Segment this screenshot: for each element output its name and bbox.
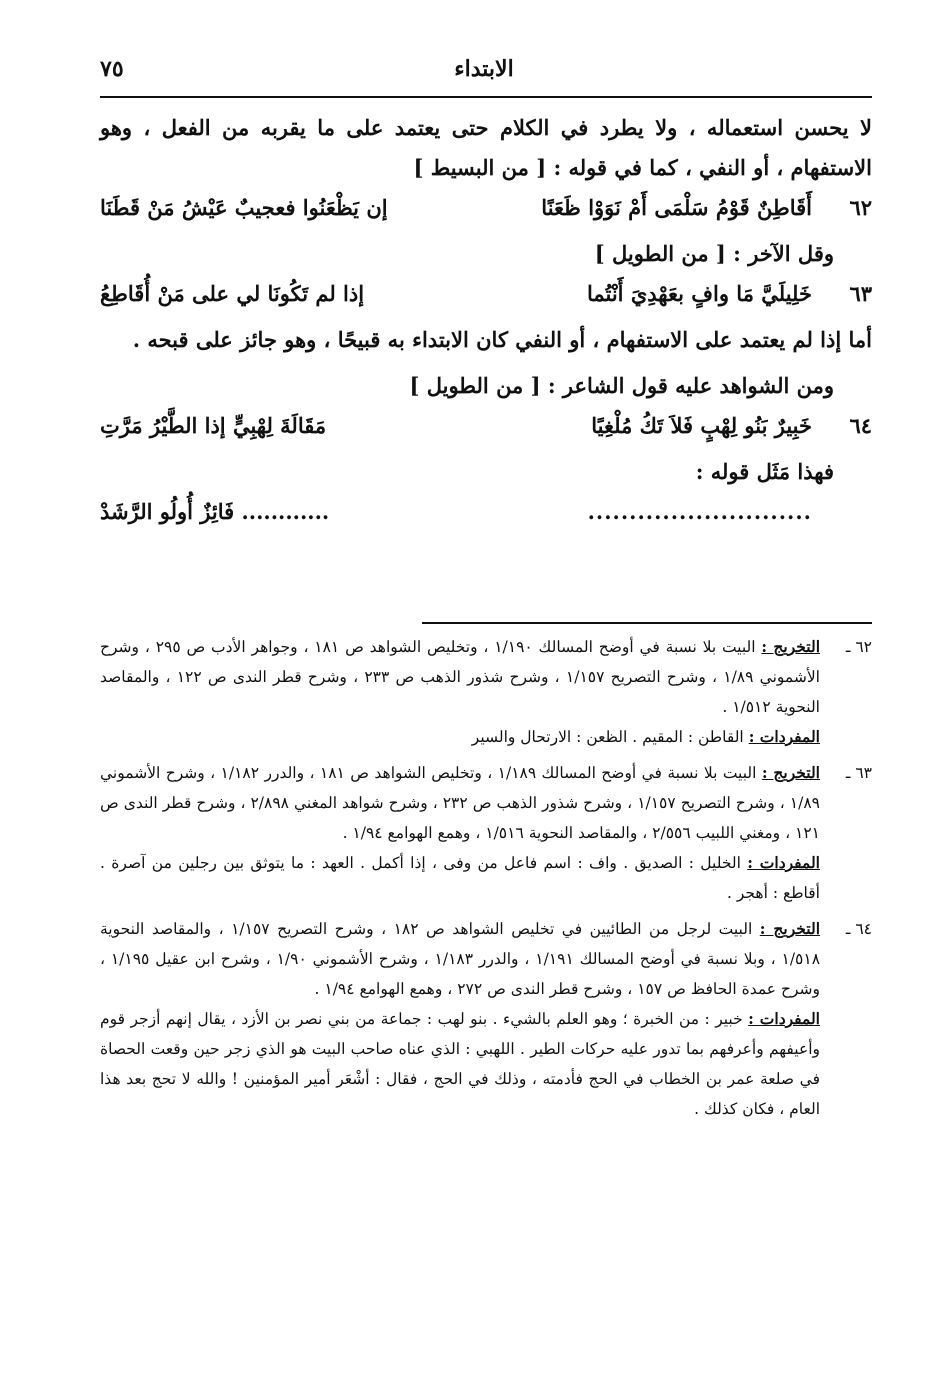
fragment-intro: فهذا مَثَل قوله : xyxy=(695,459,834,484)
chapter-title: الابتداء xyxy=(454,56,514,82)
verse-intro-64: ومن الشواهد عليه قول الشاعر : [ من الطويل ] xyxy=(409,373,834,398)
takhrij-text: البيت لرجل من الطائيين في تخليص الشواهد ص ١٨٢ ، وشرح التصريح ١/١٥٧ ، والمقاصد النحوية ١/٥١٨ ، وبلا نسبة في أوضح المسالك ١/١٩١ ، والدرر ١/١٨٣ ، وشرح الأشموني ١/٩٠ ، وشرح ابن عقيل ١/١٩٥ ، وشرح عمدة الحافظ ص ١٥٧ ، وشرح قطر الندى ص ٢٧٢ ، وهمع الهوامع ١/٩٤ . xyxy=(100,920,821,998)
footnote-64 xyxy=(100,914,872,1124)
footnote-63 xyxy=(100,758,872,908)
footnote-number: ٦٣ ـ xyxy=(845,764,872,782)
verse-number: ٦٣ xyxy=(849,281,872,306)
mufradat-text: القاطن : المقيم . الظعن : الارتحال والسير xyxy=(471,728,744,746)
verse-first-hemistich: خَلِيلَيَّ مَا وافٍ بعَهْدِيَ أَنْتُما xyxy=(586,281,812,306)
verse-64 xyxy=(100,406,872,452)
takhrij-label: التخريج : xyxy=(761,637,821,656)
footnote-takhrij xyxy=(100,632,820,722)
verse-second-hemistich: إن يَظْعَنُوا فعجيبٌ عَيْشُ مَنْ قَطَنَا xyxy=(100,195,388,220)
verse-second-hemistich: إذا لم تَكُونَا لي على مَنْ أُقَاطِعُ xyxy=(100,281,365,306)
mufradat-label: المفردات : xyxy=(747,853,820,872)
verse-62 xyxy=(100,188,872,234)
footnote-mufradat xyxy=(100,722,820,752)
verse-number: ٦٤ xyxy=(849,413,872,438)
takhrij-text: البيت بلا نسبة في أوضح المسالك ١/١٨٩ ، وتخليص الشواهد ص ١٨١ ، والدرر ١/١٨٢ ، وشرح الأشموني ١/٨٩ ، وشرح التصريح ١/١٥٧ ، وشرح شذور الذهب ص ٢٣٢ ، وشرح شواهد المغني ٢/٨٩٨ ، وشرح قطر الندى ص ١٢١ ، ومغني اللبيب ٢/٥٥٦ ، والمقاصد النحوية ١/٥١٦ ، وهمع الهوامع ١/٩٤ . xyxy=(100,764,820,842)
verse-fragment xyxy=(100,492,872,538)
verse-intro-63: وقل الآخر : [ من الطويل ] xyxy=(594,241,834,266)
mufradat-text: خبير : من الخبرة ؛ وهو العلم بالشيء . بنو لهب : جماعة من بني نصر بن الأزد ، يقال إنهم أزجر قوم وأعيفهم وأعرفهم بما تدور عليه حركات الطير . اللهبي : الذي عناه صاحب البيت هو الذي زجر حين وقعت الحصاة في صلعة عمر بن الخطاب في الحج فأدمته ، وذلك في الحج ، فقال : أشْعَر أمير المؤمنين ! والله لا تحج بعد هذا العام ، فكان كذلك . xyxy=(100,1010,820,1118)
takhrij-label: التخريج : xyxy=(761,763,820,782)
footnote-takhrij xyxy=(100,914,820,1004)
page-header xyxy=(100,56,868,96)
mufradat-label: المفردات : xyxy=(748,1009,820,1028)
footnote-62 xyxy=(100,632,872,752)
footnotes xyxy=(100,632,872,1130)
takhrij-label: التخريج : xyxy=(759,919,820,938)
footnote-separator xyxy=(422,622,872,624)
verse-first-hemistich: أَقَاطِنٌ قَوْمُ سَلْمَى أَمْ نَوَوْا ظَعَنًا xyxy=(541,195,812,220)
page-number: ٧٥ xyxy=(100,56,124,82)
main-text xyxy=(100,108,872,538)
footnote-number: ٦٤ ـ xyxy=(845,920,872,938)
header-rule xyxy=(100,96,872,98)
mufradat-label: المفردات : xyxy=(748,727,820,746)
footnote-number: ٦٢ ـ xyxy=(845,638,872,656)
paragraph-2: أما إذا لم يعتمد على الاستفهام ، أو النفي كان الابتداء به قبيحًا ، وهو جائز على قبحه . xyxy=(132,327,872,352)
verse-63 xyxy=(100,274,872,320)
verse-second-hemistich: مَقَالَةَ لِهْبِيٍّ إذا الطَّيْرُ مَرَّتِ xyxy=(100,413,327,438)
takhrij-text: البيت بلا نسبة في أوضح المسالك ١/١٩٠ ، وتخليص الشواهد ص ١٨١ ، وجواهر الأدب ص ٢٩٥ ، وشرح الأشموني ١/٨٩ ، وشرح التصريح ١/١٥٧ ، وشرح شذور الذهب ص ٢٣٣ ، وشرح قطر الندى ص ١٢٢ ، والمقاصد النحوية ١/٥١٢ . xyxy=(100,638,820,716)
fragment-dots-second: ............ xyxy=(241,499,330,524)
footnote-mufradat xyxy=(100,1004,820,1124)
fragment-second-hemistich xyxy=(100,492,456,532)
fragment-words: فَائِزٌ أُولُو الرَّشَدْ xyxy=(100,499,235,524)
fragment-dots-first: ........................... xyxy=(587,499,812,524)
mufradat-text: الخليل : الصديق . واف : اسم فاعل من وفى ، إذا أكمل . العهد : ما يتوثق بين رجلين من آصرة . أقاطع : أهجر . xyxy=(100,854,820,902)
verse-first-hemistich: خَبِيرٌ بَنُو لِهْبٍ فَلاَ تَكُ مُلْغِيًا xyxy=(591,413,812,438)
footnote-mufradat xyxy=(100,848,820,908)
footnote-takhrij xyxy=(100,758,820,848)
verse-number: ٦٢ xyxy=(849,195,872,220)
paragraph-1: لا يحسن استعماله ، ولا يطرد في الكلام حتى يعتمد على ما يقربه من الفعل ، وهو الاستفهام ، أو النفي ، كما في قوله : [ من البسيط ] xyxy=(100,115,872,180)
